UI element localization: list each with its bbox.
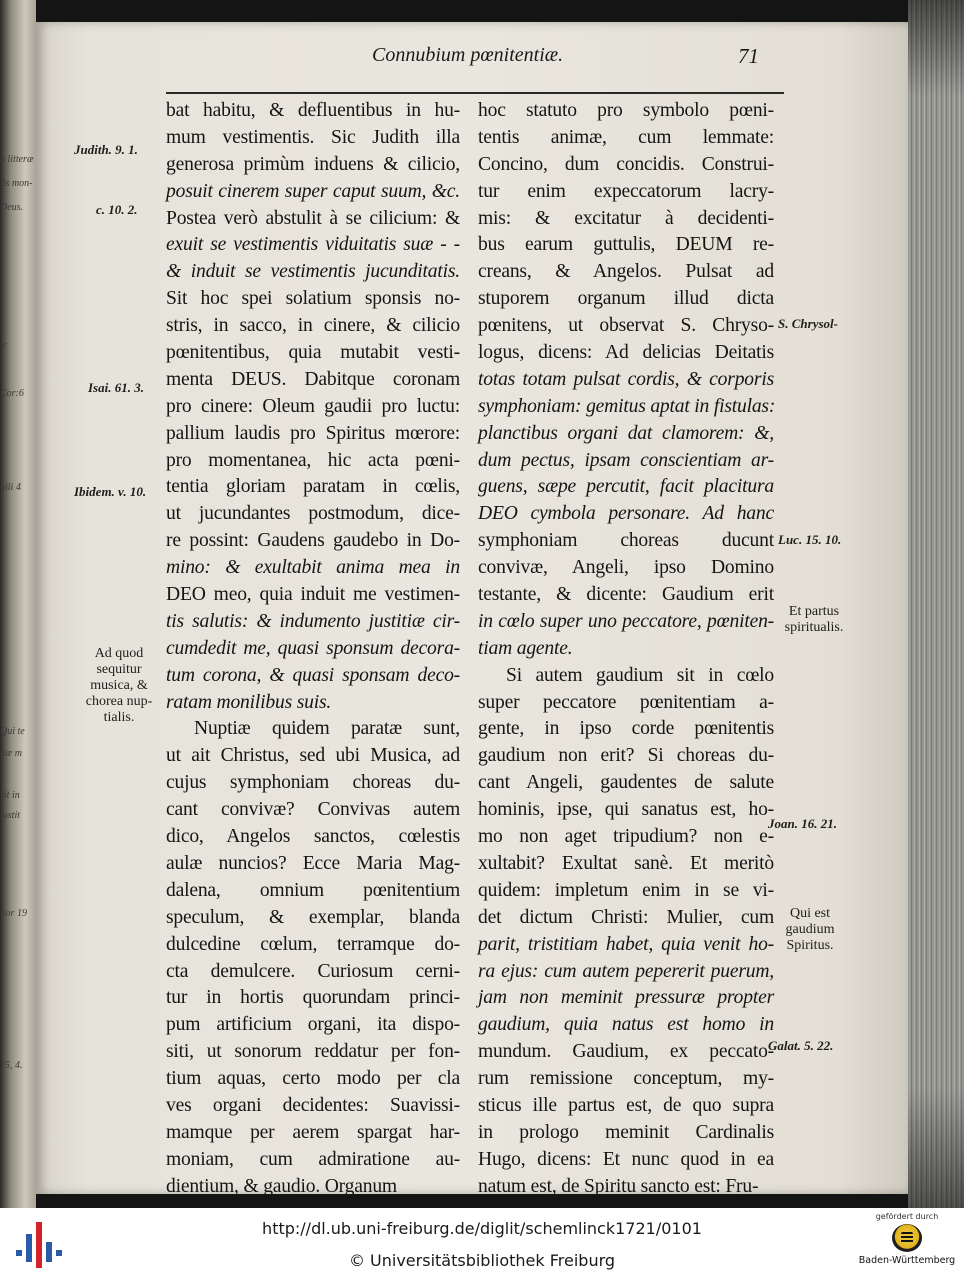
sliver-fragment: a litteræ	[0, 154, 34, 165]
text-line: dientium, & gaudio. Organum	[166, 1175, 397, 1197]
margin-note-chrysol: S. Chrysol-	[778, 316, 838, 331]
text-line: exuit se vestimentis viduitatis suæ - -	[166, 234, 460, 256]
sliver-fragment: 15, 4.	[0, 1060, 23, 1071]
text-line: symphoniam choreas ducunt	[478, 530, 774, 552]
margin-note-luc: Luc. 15. 10.	[778, 532, 842, 547]
text-line: generosa primùm induens & cilicio,	[166, 153, 460, 175]
text-line: mo non aget tripudium? non e-	[478, 826, 774, 848]
text-line: gaudium, quia natus est homo in	[478, 1014, 774, 1036]
text-line: quidem: impletum enim in se vi-	[478, 879, 774, 901]
text-line: ratam monilibus suis.	[166, 691, 332, 713]
text-line: cta demulcere. Curiosum cerni-	[166, 960, 460, 982]
margin-note-gaudium: Qui est gaudium Spiritus.	[785, 906, 835, 953]
text-line: creans, & Angelos. Pulsat ad	[478, 261, 774, 283]
text-line: tium aquas, certo modo per cla	[166, 1068, 460, 1090]
header-rule	[166, 92, 784, 94]
text-line: DEO meo, quia induit me vestimen-	[166, 584, 460, 606]
sliver-fragment: sit in	[0, 790, 20, 801]
text-line: Hugo, dicens: Et nunc quod in ea	[478, 1148, 774, 1170]
text-line: hoc statuto pro symbolo pœni-	[478, 100, 774, 121]
text-line: posuit cinerem super caput suum, &c.	[166, 180, 460, 202]
text-line: stris, in sacco, in cinere, & cilicio	[166, 315, 460, 337]
text-line: sticus ille partus est, de quo supra	[478, 1094, 774, 1116]
text-line: convivæ, Angeli, ipso Domino	[478, 557, 774, 579]
margin-note-musica: Ad quod sequitur musica, & chorea nup- tialis.	[85, 646, 153, 725]
text-line: tentis animæ, cum lemmate:	[478, 126, 774, 148]
margin-note-judith: Judith. 9. 1.	[74, 142, 138, 157]
text-line: cujus symphoniam choreas du-	[166, 772, 460, 794]
text-line: pœnitens, ut observat S. Chryso-	[478, 315, 774, 337]
page-edges	[908, 0, 964, 1208]
text-line: natum est, de Spiritu sancto est: Fru-	[478, 1175, 759, 1197]
text-line: dum pectus, ipsam conscientiam ar-	[478, 449, 774, 471]
copyright-notice: © Universitätsbibliothek Freiburg	[348, 1251, 616, 1270]
page-number: 71	[738, 44, 759, 68]
sponsor-name: Baden-Württemberg	[858, 1255, 956, 1266]
text-line: siti, ut sonorum reddatur per fon-	[166, 1041, 460, 1063]
margin-note-ibidem: Ibidem. v. 10.	[74, 484, 147, 499]
text-line: mundum. Gaudium, ex peccato-	[478, 1041, 774, 1063]
text-line: testante, & dicente: Gaudium erit	[478, 584, 774, 606]
text-line: logus, dicens: Ad delicias Deitatis	[478, 342, 774, 364]
text-line: ra ejus: cum autem pepererit puerum,	[478, 960, 774, 982]
text-line: dico, Angelos sanctos, cœlestis	[166, 826, 460, 848]
text-line: dalena, omnium pœnitentium	[166, 879, 460, 901]
text-line: mino: & exultabit anima mea in	[166, 557, 460, 579]
text-line: hominis, ipse, qui sanatus est, ho-	[478, 799, 774, 821]
text-line: super peccatore pœnitentiam a-	[478, 691, 774, 713]
text-line: pro momentanea, hic acta pœni-	[166, 449, 460, 471]
coat-of-arms-icon	[892, 1224, 922, 1252]
sliver-fragment: Qui te	[0, 726, 25, 737]
text-line: Postea verò abstulit à se cilicium: &	[166, 207, 460, 229]
text-line: cant Angeli, gaudentes de salute	[478, 772, 774, 794]
margin-note-joan: Joan. 16. 21.	[768, 816, 837, 831]
text-line: mum vestimentis. Sic Judith illa	[166, 126, 460, 148]
sliver-fragment: uili 4	[0, 482, 21, 493]
permalink-url[interactable]: http://dl.ub.uni-freiburg.de/diglit/schemlinck1721/0101	[262, 1219, 702, 1238]
text-line: & induit se vestimentis jucunditatis.	[166, 261, 460, 283]
text-line: det dictum Christi: Mulier, cum	[478, 906, 774, 928]
text-line: pallium laudis pro Spiritus mœrore:	[166, 422, 460, 444]
margin-note-c10: c. 10. 2.	[96, 202, 138, 217]
text-line: mamque per aerem spargat har-	[166, 1121, 460, 1143]
text-line: tiam agente.	[478, 637, 573, 659]
text-line: ut ait Christus, sed ubi Musica, ad	[166, 745, 460, 767]
sliver-fragment: tis mon-	[0, 178, 33, 189]
text-line: tentia gloriam paratam in cœlis,	[166, 476, 460, 498]
left-text-column	[166, 98, 460, 1201]
text-line: pro cinere: Oleum gaudii pro luctu:	[166, 395, 460, 417]
text-line: Sit hoc spei solatium sponsis no-	[166, 288, 460, 310]
text-line: cumdedit me, quasi sponsum decora-	[166, 637, 460, 659]
text-line: totas totam pulsat cordis, & corporis	[478, 368, 774, 390]
text-line: gaudium non erit? Si choreas du-	[478, 745, 774, 767]
text-line: guens, sæpe percutit, facit placitura	[478, 476, 774, 498]
text-line: bus earum guttulis, DEUM re-	[478, 234, 774, 256]
text-line: pum artificium organi, ita dispo-	[166, 1014, 460, 1036]
text-line: mis: & excitatur à decidenti-	[478, 207, 774, 229]
text-line: Concino, dum concidis. Construi-	[478, 153, 774, 175]
text-line: DEO cymbola personare. Ad hanc	[478, 503, 774, 525]
text-line: moniam, cum admiratione au-	[166, 1148, 460, 1170]
text-line: xultabit? Exultat sanè. Et meritò	[478, 852, 774, 874]
sliver-fragment: Cor:6	[0, 388, 24, 399]
text-line: Nuptiæ quidem paratæ sunt,	[194, 718, 460, 740]
sliver-fragment: tiæ m	[0, 748, 22, 759]
right-text-column	[478, 98, 774, 1227]
text-line: Si autem gaudium sit in cœlo	[506, 664, 774, 686]
sliver-fragment: lior 19	[0, 908, 27, 919]
previous-page-edge	[0, 0, 36, 1208]
text-line: tur in hortis quorundam princi-	[166, 987, 460, 1009]
text-line: tur enim expeccatorum lacry-	[478, 180, 774, 202]
margin-note-galat: Galat. 5. 22.	[768, 1038, 834, 1053]
sponsor-label: gefördert durch	[875, 1212, 939, 1221]
sliver-fragment: Deus.	[0, 202, 24, 213]
text-line: aulæ nuncios? Ecce Maria Mag-	[166, 852, 460, 874]
text-line: rum remissione conceptum, my-	[478, 1068, 774, 1090]
text-line: ut jucundantes postmodum, dice-	[166, 503, 460, 525]
text-line: dulcedine cœlum, terramque do-	[166, 933, 460, 955]
sponsor-badge	[852, 1212, 962, 1276]
sliver-fragment: justit	[0, 810, 21, 821]
text-line: jam non meminit pressuræ propter	[478, 987, 774, 1009]
text-line: ves organi decidentes: Suavissi-	[166, 1094, 460, 1116]
text-line: re possint: Gaudens gaudebo in Do-	[166, 530, 460, 552]
text-line: planctibus organi dat clamorem: &,	[478, 422, 774, 444]
text-line: bat habitu, & defluentibus in hu-	[166, 100, 460, 121]
text-line: speculum, & exemplar, blanda	[166, 906, 460, 928]
margin-note-isai: Isai. 61. 3.	[88, 380, 144, 395]
margin-note-partus: Et partus spiritualis.	[784, 604, 844, 635]
text-line: symphoniam: gemitus aptat in fistulas:	[478, 395, 776, 417]
text-line: gente, in ipso corde pœnitentis	[478, 718, 774, 740]
text-line: tum corona, & quasi sponsam deco-	[166, 664, 460, 686]
running-title: Connubium pœnitentiæ.	[372, 44, 564, 66]
viewer-footer	[0, 1208, 964, 1278]
text-line: menta DEUS. Dabitque coronam	[166, 368, 460, 390]
text-line: pœnitentibus, quia mutabit vesti-	[166, 342, 460, 364]
sliver-fragment: ic	[0, 340, 8, 351]
text-line: tis salutis: & indumento justitiæ cir-	[166, 610, 460, 632]
text-line: stuporem organum illud dicta	[478, 288, 774, 310]
text-line: cant convivæ? Convivas autem	[166, 799, 460, 821]
text-line: in cœlo super uno peccatore, pœniten-	[478, 610, 774, 632]
text-line: parit, tristitiam habet, quia venit ho-	[478, 933, 774, 955]
text-line: in prologo meminit Cardinalis	[478, 1121, 774, 1143]
